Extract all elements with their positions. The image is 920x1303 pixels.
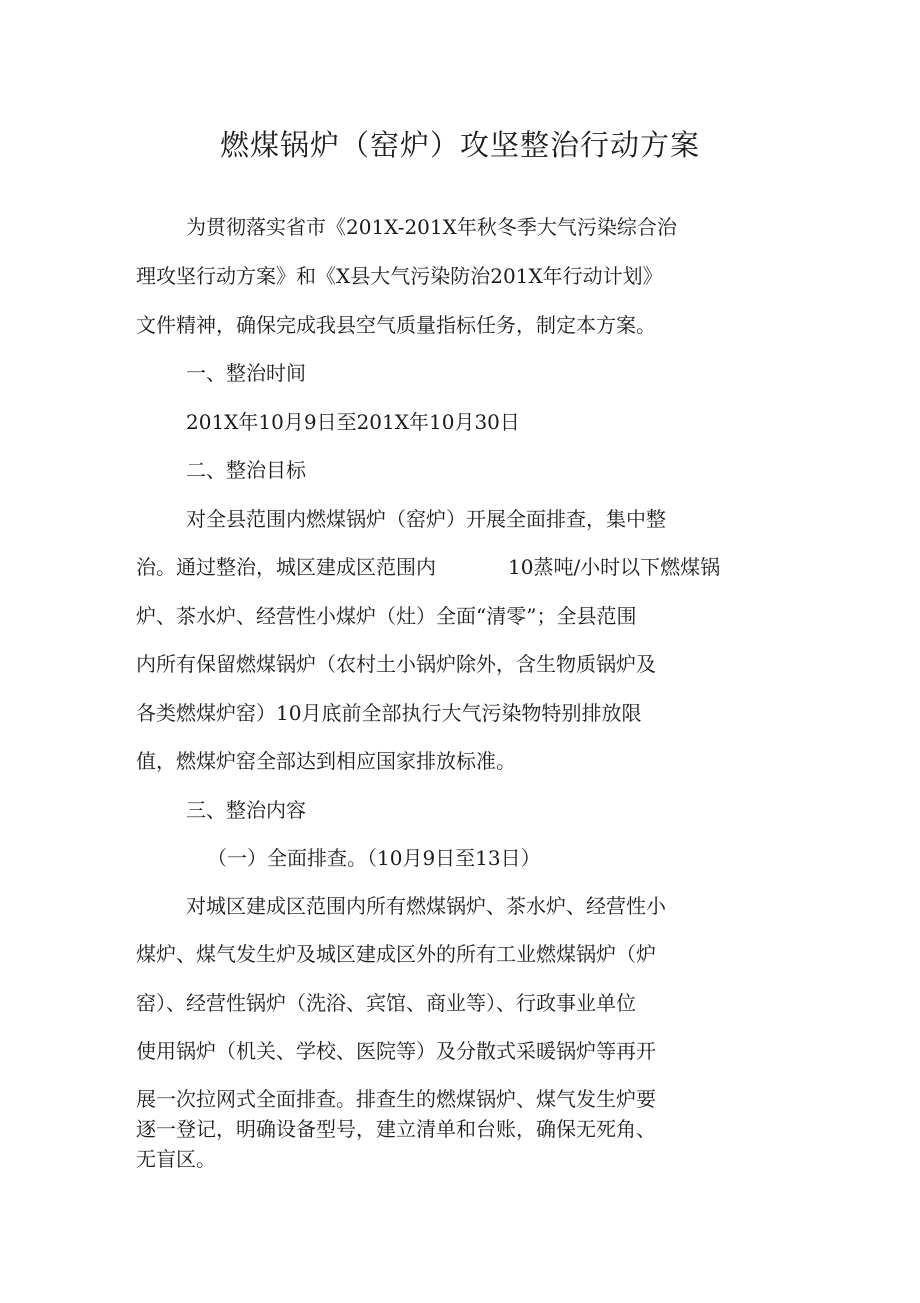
section-2-line-4: 内所有保留燃煤锅炉（农村土小锅炉除外，含生物质锅炉及: [136, 652, 656, 676]
section-2-line-2b: 10蒸吨/小时以下燃煤锅: [508, 555, 721, 579]
section-2-line-2a: 治。通过整治，城区建成区范围内: [136, 555, 436, 579]
section-2-line-6: 值，燃煤炉窑全部达到相应国家排放标准。: [136, 749, 516, 773]
subsection-1-line-7: 无盲区。: [136, 1147, 216, 1171]
section-2-line-1: 对全县范围内燃煤锅炉（窑炉）开展全面排查，集中整: [186, 507, 666, 531]
document-title: 燃煤锅炉（窑炉）攻坚整治行动方案: [219, 128, 700, 162]
subsection-1-line-2: 煤炉、煤气发生炉及城区建成区外的所有工业燃煤锅炉（炉: [136, 942, 656, 966]
section-1-body: 201X年10月9日至201X年10月30日: [186, 410, 520, 434]
subsection-1-heading: （一）全面排查。（10月9日至13日）: [207, 846, 541, 870]
section-2-line-3: 炉、茶水炉、经营性小煤炉（灶）全面“清零”；全县范围: [136, 604, 637, 628]
intro-line-1: 为贯彻落实省市《201X-201X年秋冬季大气污染综合治: [186, 215, 677, 239]
subsection-1-line-3: 窑）、经营性锅炉（洗浴、宾馆、商业等）、行政事业单位: [136, 991, 636, 1015]
section-1-heading: 一、整治时间: [186, 361, 306, 385]
section-3-heading: 三、整治内容: [186, 798, 306, 822]
intro-line-2: 理攻坚行动方案》和《X县大气污染防治201X年行动计划》: [136, 264, 663, 288]
subsection-1-line-1: 对城区建成区范围内所有燃煤锅炉、茶水炉、经营性小: [186, 894, 666, 918]
section-2-heading: 二、整治目标: [186, 458, 306, 482]
intro-line-3: 文件精神，确保完成我县空气质量指标任务，制定本方案。: [136, 313, 656, 337]
subsection-1-line-4: 使用锅炉（机关、学校、医院等）及分散式采暖锅炉等再开: [136, 1039, 656, 1063]
subsection-1-line-6: 逐一登记，明确设备型号，建立清单和台账，确保无死角、: [136, 1117, 656, 1141]
section-2-line-5: 各类燃煤炉窑）10月底前全部执行大气污染物特别排放限: [136, 701, 642, 725]
subsection-1-line-5: 展一次拉网式全面排查。排查生的燃煤锅炉、煤气发生炉要: [136, 1087, 656, 1111]
